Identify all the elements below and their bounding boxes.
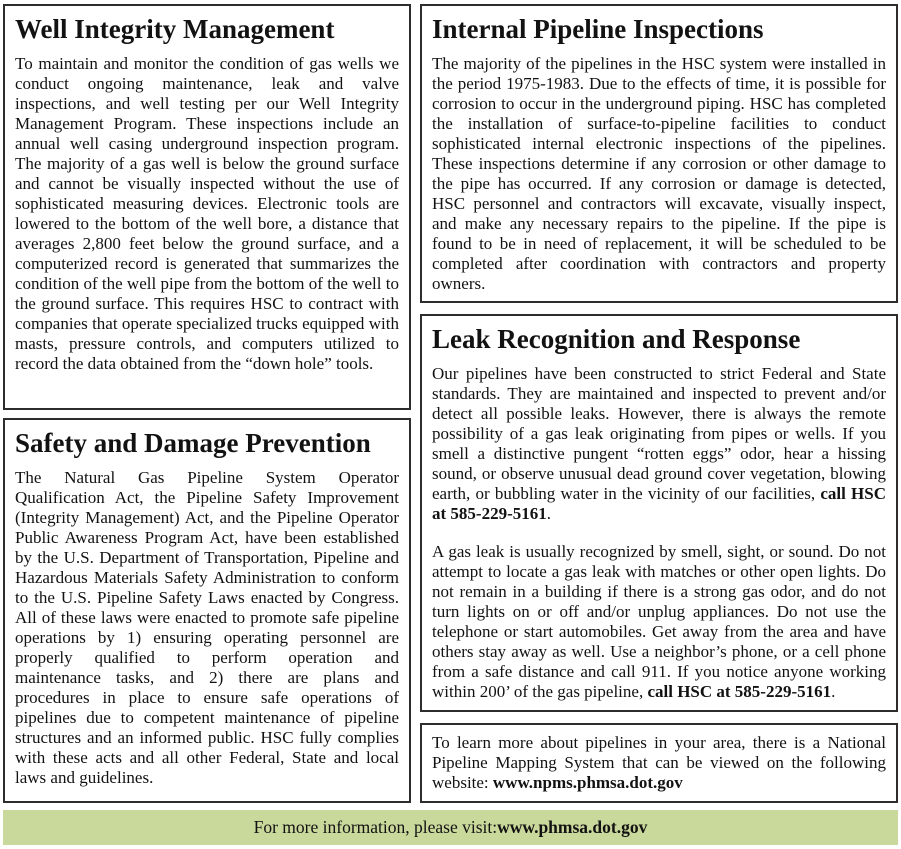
phmsa-url: www.phmsa.dot.gov [497,817,648,837]
safety-damage-title: Safety and Damage Prevention [15,428,371,458]
leak-recognition-para-2 [432,542,886,702]
right-column [420,4,898,803]
npms-note-section [420,723,898,803]
footer-bar [3,810,898,845]
internal-pipeline-section [420,4,898,303]
leak-para1-period: . [546,503,551,523]
npms-note-body [432,733,886,793]
hsc-phone-number: call HSC at 585-229-5161 [432,483,886,523]
npms-note-text: To learn more about pipelines in your area, there is a National Pipeline Mapping System that can be viewed on the following website: [432,733,886,792]
footer-text: For more information, please visit: [253,817,498,837]
left-column [3,4,411,803]
internal-pipeline-body: The majority of the pipelines in the HSC system were installed in the period 1975-1983. Due to the effects of time, it is possible for corrosion to occur in the underground piping. HSC has completed the installation of surface-to-pipeline facilities to conduct sophisticated internal electronic inspections of the pipelines. These inspections determine if any corrosion or other damage to the pipe has occurred. If any corrosion or damage is detected, HSC personnel and contractors will excavate, visually inspect, and make any necessary repairs to the pipeline. If the pipe is found to be in need of replacement, it will be scheduled to be completed after coordination with contractors and property owners. [432,53,886,293]
hsc-phone-number: call HSC at 585-229-5161 [647,681,832,701]
well-integrity-section [3,4,411,410]
leak-recognition-para-1 [432,364,886,524]
well-integrity-title: Well Integrity Management [15,14,335,44]
well-integrity-body: To maintain and monitor the condition of gas wells we conduct ongoing maintenance, leak and valve inspections, and well testing per our Well Integrity Management Program. These inspections include an annual well casing underground inspection program. The majority of a gas well is below the ground surface and cannot be visually inspected without the use of sophisticated measuring devices. Electronic tools are lowered to the bottom of the well bore, a distance that averages 2,800 feet below the ground surface, and a computerized record is generated that summarizes the condition of the well pipe from the bottom of the well to the ground surface. This requires HSC to contract with companies that operate specialized trucks equipped with masts, pressure controls, and computers utilized to record the data obtained from the “down hole” tools. [15,53,399,373]
safety-damage-section [3,418,411,803]
npms-url: www.npms.phmsa.dot.gov [492,773,683,792]
leak-para1-text: Our pipelines have been constructed to strict Federal and State standards. They are maintained and inspected to prevent and/or detect all possible leaks. However, there is always the remote possibility of a gas leak originating from pipes or wells. If you smell a distinctive pungent “rotten eggs” odor, hear a hissing sound, or observe unusual dead ground cover vegetation, blowing earth, or bubbling water in the vicinity of our facilities, [432,363,886,503]
two-column-layout [3,4,898,803]
leak-recognition-section [420,314,898,712]
safety-damage-body: The Natural Gas Pipeline System Operator Qualification Act, the Pipeline Safety Improvement (Integrity Management) Act, and the Pipeline Operator Public Awareness Program Act, have been established by the U.S. Department of Transportation, Pipeline and Hazardous Materials Safety Administration to conform to the U.S. Pipeline Safety Laws enacted by Congress. All of these laws were enacted to promote safe pipeline operations by 1) ensuring operating personnel are properly qualified to perform operation and maintenance tasks, and 2) there are plans and procedures in place to ensure safe operations of pipelines due to competent maintenance of pipeline structures and an informed public. HSC fully complies with these acts and all other Federal, State and local laws and guidelines. [15,467,399,787]
leak-recognition-title: Leak Recognition and Response [432,324,801,354]
leak-para2-period: . [831,681,836,701]
internal-pipeline-title: Internal Pipeline Inspections [432,14,764,44]
leak-para2-text: A gas leak is usually recognized by smell, sight, or sound. Do not attempt to locate a gas leak with matches or other open lights. Do not remain in a building if there is a strong gas odor, and do not turn lights on or off and/or unplug appliances. Do not use the telephone or start automobiles. Get away from the area and have others stay away as well. Use a neighbor’s phone, or a cell phone from a safe distance and call 911. If you notice anyone working within 200’ of the gas pipeline, [432,541,886,701]
